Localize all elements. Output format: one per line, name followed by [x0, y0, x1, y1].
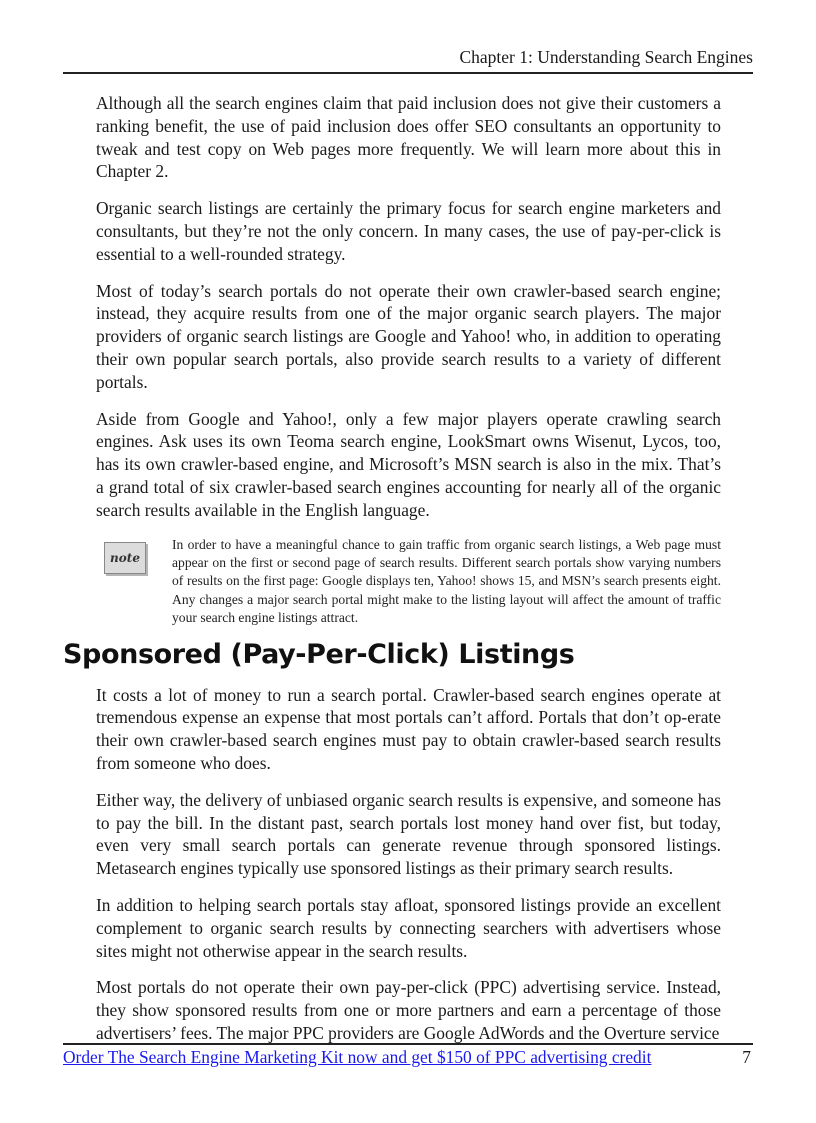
- page-number: 7: [742, 1047, 751, 1067]
- note-callout: [96, 536, 721, 628]
- order-kit-link[interactable]: Order The Search Engine Marketing Kit now and get $150 of PPC advertising credit: [63, 1047, 652, 1067]
- note-text: In order to have a meaningful chance to gain traffic from organic search listings, a Web page must appear on the first or second page of search results. Different search portals show varying numbers of results on the first page: Google displays ten, Yahoo! shows 15, and MSN’s search presents eight. Any changes a major search portal might make to the listing layout will affect the amount of traffic your search engine listings attract.: [172, 536, 721, 626]
- paragraph: It costs a lot of money to run a search portal. Crawler-based search engines operate at tremendous expense an expense that most portals can’t afford. Portals that don’t op-erate their own crawler-based search engines must pay to obtain crawler-based search results from someone who does.: [96, 684, 721, 773]
- paragraph: Most of today’s search portals do not operate their own crawler-based search engine; instead, they acquire results from one of the major organic search players. The major providers of organic search listings are Google and Yahoo! who, in addition to operating their own popular search portals, also provide search results to a variety of different portals.: [96, 280, 721, 392]
- paragraph: In addition to helping search portals stay afloat, sponsored listings provide an excellent complement to organic search results by connecting searchers with advertisers whose sites might not otherwise appear in the search results.: [96, 894, 721, 961]
- footer-divider: [63, 1043, 753, 1045]
- paragraph: Most portals do not operate their own pay-per-click (PPC) advertising service. Instead, they show sponsored results from one or more partners and earn a percentage of those advertisers’ fees. The major PPC providers are Google AdWords and the Overture service: [96, 977, 721, 1043]
- paragraph: Aside from Google and Yahoo!, only a few major players operate crawling search engines. Ask uses its own Teoma search engine, LookSmart owns Wisenut, Lycos, too, has its own crawler-based engine, and Microsoft’s MSN search is also in the mix. That’s a grand total of six crawler-based search engines accounting for nearly all of the organic search results available in the English language.: [96, 408, 721, 520]
- section-heading: Sponsored (Pay-Per-Click) Listings: [63, 638, 575, 670]
- running-header: [63, 46, 753, 74]
- note-badge-label: note: [110, 550, 140, 565]
- note-icon: [104, 542, 146, 574]
- paragraph: Either way, the delivery of unbiased organic search results is expensive, and someone has to pay the bill. In the distant past, search portals lost money hand over fist, but today, even very small search portals can generate revenue through sponsored listings. Metasearch engines typically use sponsored listings as their primary search results.: [96, 789, 721, 879]
- body-text: [63, 92, 721, 1059]
- paragraph: Although all the search engines claim that paid inclusion does not give their customers a ranking benefit, the use of paid inclusion does offer SEO consultants an opportunity to tweak and test copy on Web pages more frequently. We will learn more about this in Chapter 2.: [96, 93, 721, 182]
- chapter-title: Chapter 1: Understanding Search Engines: [459, 47, 753, 67]
- paragraph: Organic search listings are certainly the primary focus for search engine marketers and consultants, but they’re not the only concern. In many cases, the use of pay-per-click is essential to a well-rounded strategy.: [96, 198, 721, 264]
